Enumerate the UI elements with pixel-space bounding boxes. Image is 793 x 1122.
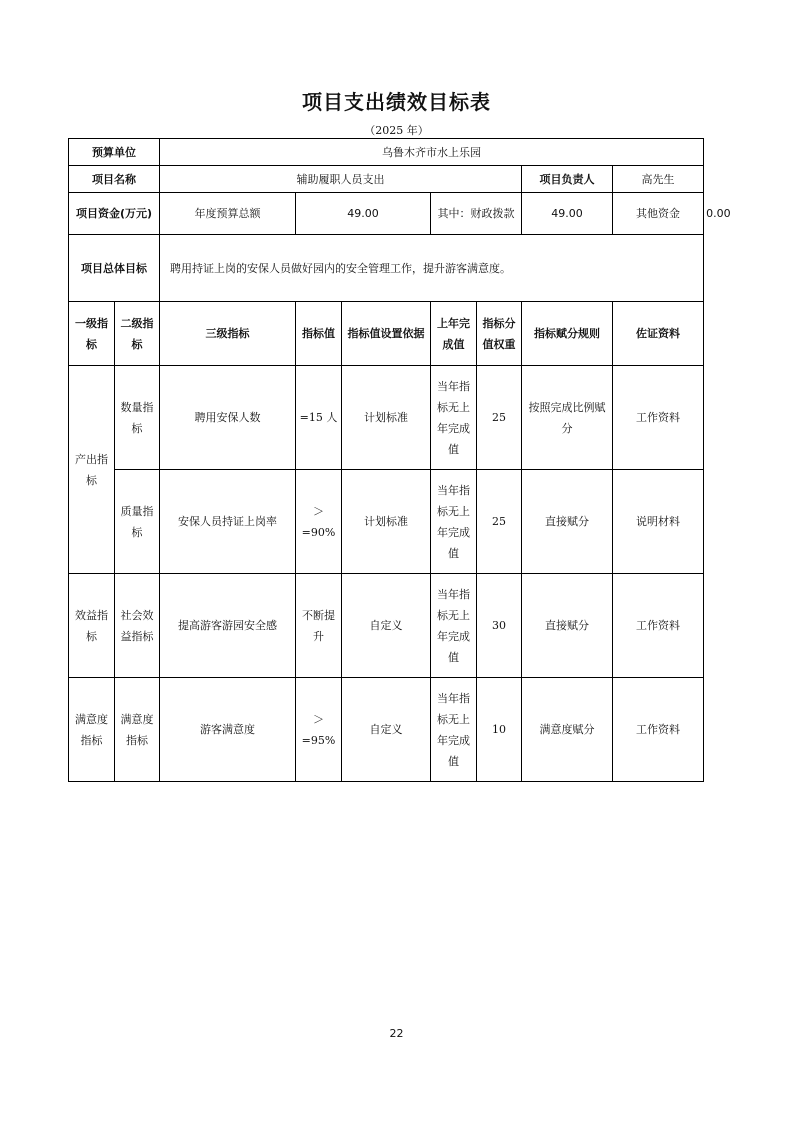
level3-cell: 提高游客游园安全感 — [160, 574, 296, 678]
header-level3: 三级指标 — [160, 302, 296, 366]
value-cell: 不断提升 — [296, 574, 342, 678]
rule-cell: 按照完成比例赋分 — [522, 366, 613, 470]
value-symbol: ＞ — [313, 504, 324, 518]
level3-cell: 聘用安保人数 — [160, 366, 296, 470]
basis-cell: 计划标准 — [342, 470, 431, 574]
page-number: 22 — [389, 1027, 404, 1040]
fiscal-appropriation-value: 49.00 — [522, 193, 613, 235]
last-year-cell: 当年指标无上年完成值 — [431, 678, 477, 782]
indicator-table — [68, 234, 704, 782]
header-level2: 二级指标 — [115, 302, 160, 366]
rule-cell: 直接赋分 — [522, 470, 613, 574]
level1-cell: 效益指标 — [69, 574, 115, 678]
level3-cell: 安保人员持证上岗率 — [160, 470, 296, 574]
header-rule: 指标赋分规则 — [522, 302, 613, 366]
level1-cell: 产出指标 — [69, 366, 115, 574]
basis-cell: 自定义 — [342, 574, 431, 678]
project-name-label: 项目名称 — [69, 166, 160, 193]
project-leader-value: 高先生 — [613, 166, 704, 193]
evidence-cell: 工作资料 — [613, 366, 704, 470]
year-subtitle: （2025 年） — [364, 124, 429, 137]
project-goal-row — [69, 235, 704, 302]
page-title: 项目支出绩效目标表 — [302, 90, 491, 114]
project-goal-value: 聘用持证上岗的安保人员做好园内的安全管理工作，提升游客满意度。 — [160, 235, 704, 302]
header-last-year: 上年完成值 — [431, 302, 477, 366]
fiscal-appropriation-label: 其中：财政拨款 — [431, 193, 522, 235]
evidence-cell: 工作资料 — [613, 678, 704, 782]
last-year-cell: 当年指标无上年完成值 — [431, 574, 477, 678]
weight-cell: 25 — [477, 470, 522, 574]
basis-cell: 自定义 — [342, 678, 431, 782]
other-funds-label: 其他资金 — [613, 193, 704, 235]
header-evidence: 佐证资料 — [613, 302, 704, 366]
header-value: 指标值 — [296, 302, 342, 366]
budget-unit-label: 预算单位 — [69, 139, 160, 166]
weight-cell: 30 — [477, 574, 522, 678]
evidence-cell: 说明材料 — [613, 470, 704, 574]
level2-cell: 满意度指标 — [115, 678, 160, 782]
level2-cell: 社会效益指标 — [115, 574, 160, 678]
evidence-cell: 工作资料 — [613, 574, 704, 678]
table-row — [69, 574, 704, 678]
last-year-cell: 当年指标无上年完成值 — [431, 366, 477, 470]
performance-table — [68, 138, 731, 235]
value-cell — [296, 470, 342, 574]
budget-unit-value: 乌鲁木齐市水上乐园 — [160, 139, 704, 166]
header-basis: 指标值设置依据 — [342, 302, 431, 366]
project-funds-label: 项目资金(万元) — [69, 193, 160, 235]
table-row — [69, 470, 704, 574]
rule-cell: 直接赋分 — [522, 574, 613, 678]
annual-budget-label: 年度预算总额 — [160, 193, 296, 235]
value-cell — [296, 678, 342, 782]
project-funds-row: 项目资金(万元) 年度预算总额 49.00 其中：财政拨款 49.00 其他资金 0.00 — [69, 193, 704, 235]
header-weight: 指标分值权重 — [477, 302, 522, 366]
value-text: =95% — [301, 733, 336, 747]
weight-cell: 10 — [477, 678, 522, 782]
rule-cell: 满意度赋分 — [522, 678, 613, 782]
basis-cell: 计划标准 — [342, 366, 431, 470]
table-row — [69, 678, 704, 782]
project-name-value: 辅助履职人员支出 — [160, 166, 522, 193]
project-leader-label: 项目负责人 — [522, 166, 613, 193]
project-name-row — [69, 166, 704, 193]
annual-budget-value: 49.00 — [296, 193, 431, 235]
level3-cell: 游客满意度 — [160, 678, 296, 782]
level2-cell: 数量指标 — [115, 366, 160, 470]
header-row — [69, 302, 704, 366]
value-cell: =15 人 — [296, 366, 342, 470]
weight-cell: 25 — [477, 366, 522, 470]
value-text: =90% — [301, 525, 336, 539]
value-symbol: ＞ — [313, 712, 324, 726]
header-level1: 一级指标 — [69, 302, 115, 366]
last-year-cell: 当年指标无上年完成值 — [431, 470, 477, 574]
project-goal-label: 项目总体目标 — [69, 235, 160, 302]
level2-cell: 质量指标 — [115, 470, 160, 574]
budget-unit-row — [69, 139, 704, 166]
level1-cell: 满意度指标 — [69, 678, 115, 782]
table-row — [69, 366, 704, 470]
